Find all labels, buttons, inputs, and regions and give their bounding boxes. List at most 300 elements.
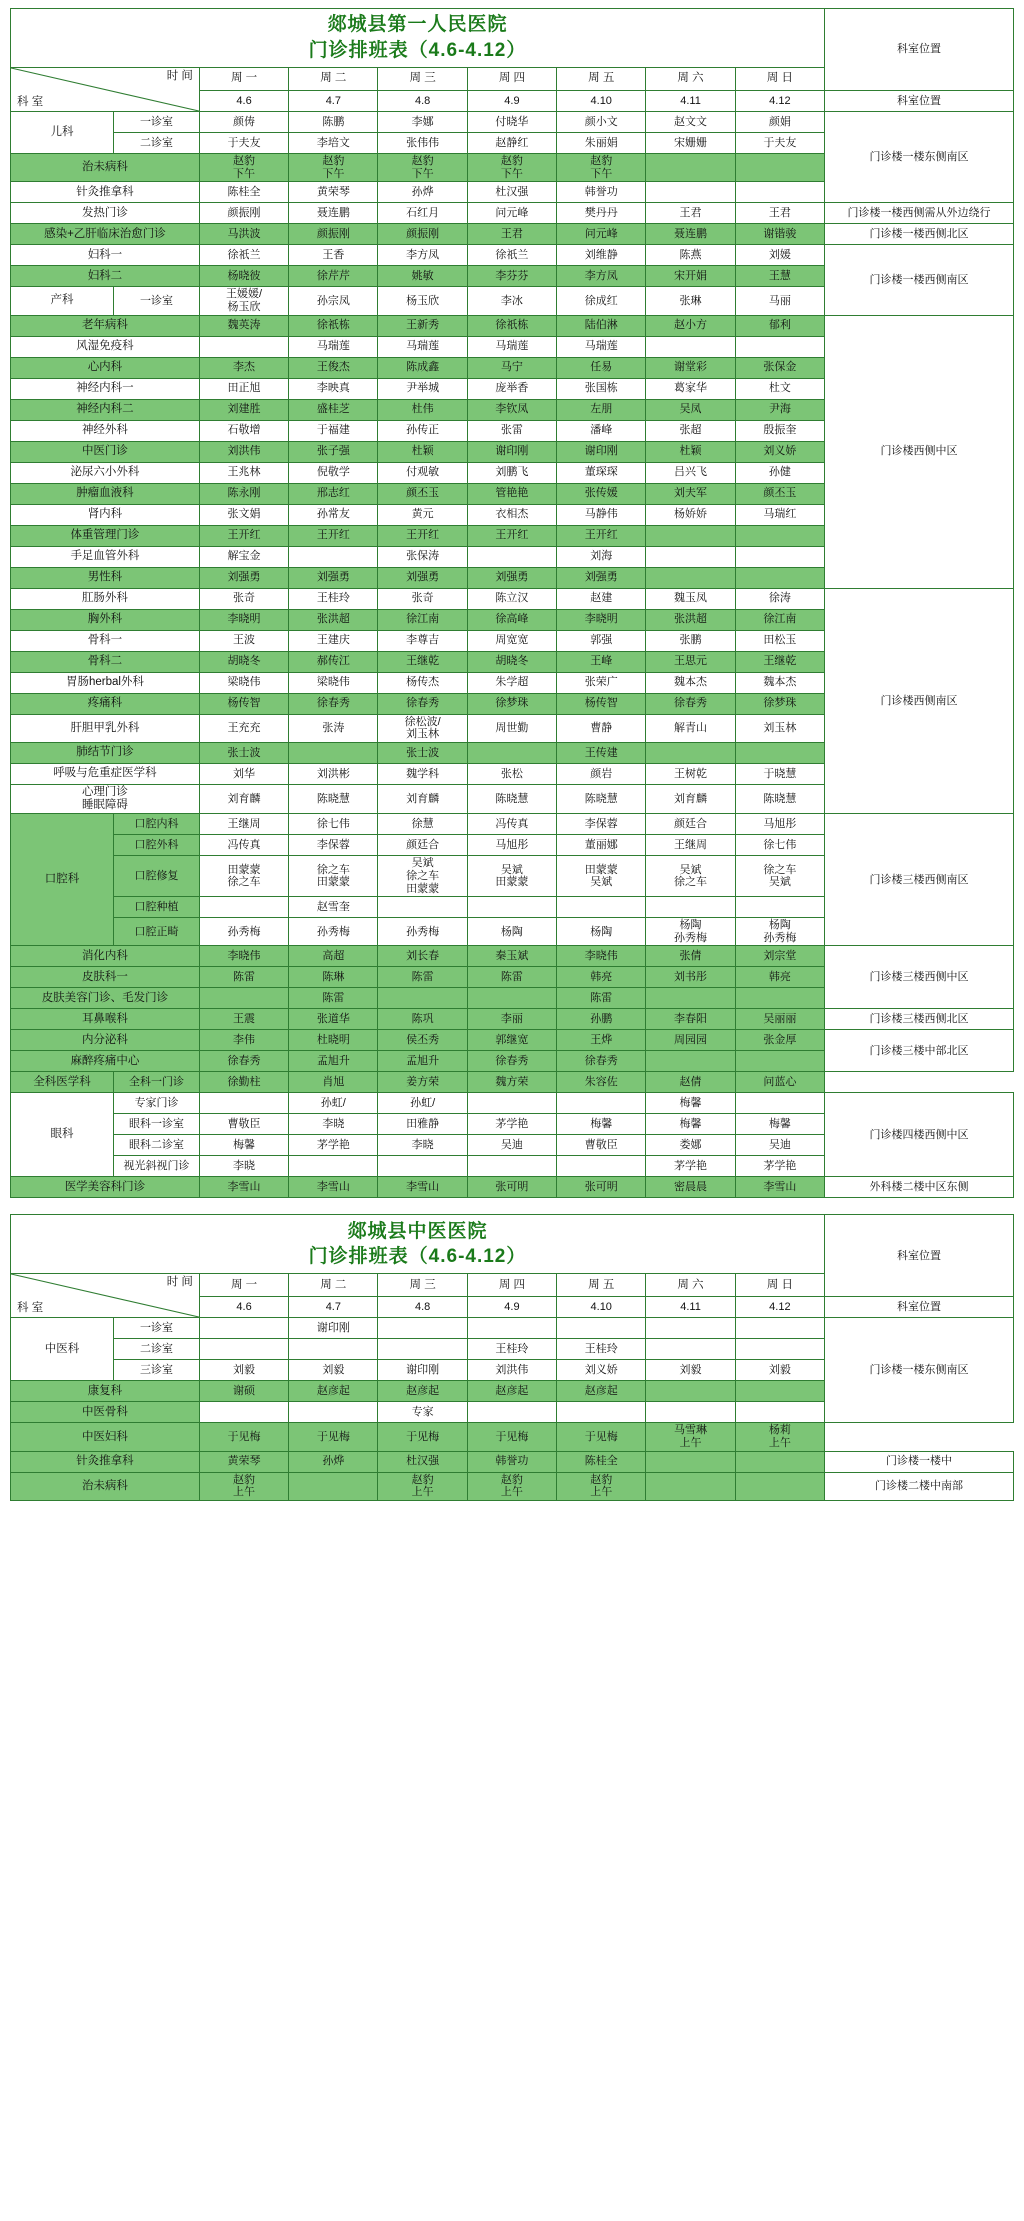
shift-cell: 王波 — [199, 630, 288, 651]
dept-name-cell: 肛肠外科 — [11, 588, 200, 609]
shift-cell: 赵彦起 — [378, 1381, 467, 1402]
shift-cell: 徐芹芹 — [289, 266, 378, 287]
shift-cell: 魏英涛 — [199, 315, 288, 336]
shift-cell: 赵倩 — [646, 1072, 735, 1093]
date-header-5: 4.11 — [646, 91, 735, 112]
shift-cell: 颜小文 — [557, 112, 646, 133]
shift-cell — [378, 897, 467, 918]
shift-cell: 王树乾 — [646, 763, 735, 784]
shift-cell: 尹海 — [735, 399, 824, 420]
shift-cell: 孙虹/ — [289, 1093, 378, 1114]
dept-room-cell: 口腔修复 — [114, 856, 200, 897]
shift-cell: 冯传真 — [467, 814, 556, 835]
shift-cell: 石红月 — [378, 203, 467, 224]
date-header-2: 4.8 — [378, 91, 467, 112]
shift-cell: 于见梅 — [289, 1423, 378, 1451]
shift-cell: 杜晓明 — [289, 1030, 378, 1051]
shift-cell — [646, 1381, 735, 1402]
dept-location-cell: 外科楼二楼中区东侧 — [825, 1177, 1014, 1198]
shift-cell: 张保金 — [735, 357, 824, 378]
shift-cell: 盛桂芝 — [289, 399, 378, 420]
shift-cell: 赵彦起 — [557, 1381, 646, 1402]
shift-cell — [646, 154, 735, 182]
shift-cell: 徐成红 — [557, 287, 646, 315]
shift-cell: 于见梅 — [557, 1423, 646, 1451]
shift-cell: 姜方荣 — [378, 1072, 467, 1093]
shift-cell: 张传媛 — [557, 483, 646, 504]
shift-cell: 马瑞红 — [735, 504, 824, 525]
day2-header-3: 周 四 — [467, 1274, 556, 1297]
shift-cell — [199, 1318, 288, 1339]
day2-header-6: 周 日 — [735, 1274, 824, 1297]
shift-cell: 吴凤 — [646, 399, 735, 420]
shift-cell: 朱丽娟 — [557, 133, 646, 154]
shift-cell — [735, 1402, 824, 1423]
shift-cell: 张鹏 — [646, 630, 735, 651]
shift-cell: 殷振奎 — [735, 420, 824, 441]
dept-name-cell: 产科 — [11, 287, 114, 315]
shift-cell: 于福建 — [289, 420, 378, 441]
date2-header-6: 4.12 — [735, 1297, 824, 1318]
shift-cell — [735, 988, 824, 1009]
shift-cell — [735, 182, 824, 203]
shift-cell: 李晓伟 — [557, 946, 646, 967]
dept-name-cell: 中医门诊 — [11, 441, 200, 462]
shift-cell: 徐慧 — [378, 814, 467, 835]
shift-cell: 刘夫军 — [646, 483, 735, 504]
shift-cell: 吴丽丽 — [735, 1009, 824, 1030]
shift-cell: 陈雷 — [289, 988, 378, 1009]
shift-cell — [646, 897, 735, 918]
dept-location-cell: 门诊楼一楼西侧需从外边绕行 — [825, 203, 1014, 224]
shift-cell: 娄娜 — [646, 1135, 735, 1156]
dept-name-cell: 泌尿六小外科 — [11, 462, 200, 483]
shift-cell: 李方凤 — [378, 245, 467, 266]
shift-cell: 张可明 — [557, 1177, 646, 1198]
shift-cell: 董丽娜 — [557, 835, 646, 856]
shift-cell: 王继乾 — [735, 651, 824, 672]
shift-cell: 徐江南 — [378, 609, 467, 630]
shift-cell: 徐之车 吴斌 — [735, 856, 824, 897]
dept-location-cell: 门诊楼三楼西侧北区 — [825, 1009, 1014, 1030]
dept-room-cell: 口腔外科 — [114, 835, 200, 856]
dept-name-cell: 肺结节门诊 — [11, 742, 200, 763]
shift-cell: 邢志红 — [289, 483, 378, 504]
dept-room-cell: 全科一门诊 — [114, 1072, 200, 1093]
shift-cell: 高超 — [289, 946, 378, 967]
shift-cell: 曹敬臣 — [557, 1135, 646, 1156]
dept-room-cell: 一诊室 — [114, 112, 200, 133]
shift-cell: 张荣广 — [557, 672, 646, 693]
shift-cell: 谢印刚 — [378, 1360, 467, 1381]
shift-cell: 陈桂全 — [557, 1451, 646, 1472]
dept-room-cell: 眼科一诊室 — [114, 1114, 200, 1135]
shift-cell — [557, 1156, 646, 1177]
shift-cell: 杨传杰 — [378, 672, 467, 693]
shift-cell: 于见梅 — [467, 1423, 556, 1451]
shift-cell: 杜颖 — [378, 441, 467, 462]
shift-cell: 刘长春 — [378, 946, 467, 967]
date-header-0: 4.6 — [199, 91, 288, 112]
shift-cell — [199, 897, 288, 918]
dept-location-cell: 门诊楼三楼西侧南区 — [825, 814, 1014, 946]
shift-cell: 颜丕玉 — [735, 483, 824, 504]
shift-cell: 张奇 — [199, 588, 288, 609]
corner-header-2 — [11, 1274, 200, 1318]
shift-cell: 李晓明 — [199, 609, 288, 630]
shift-cell: 孙秀梅 — [289, 918, 378, 946]
shift-cell: 吴迪 — [467, 1135, 556, 1156]
shift-cell — [646, 336, 735, 357]
shift-cell: 谢锴骏 — [735, 224, 824, 245]
shift-cell: 刘洪彬 — [289, 763, 378, 784]
shift-cell: 倪敬学 — [289, 462, 378, 483]
dept-name-cell: 心内科 — [11, 357, 200, 378]
shift-cell — [646, 1472, 735, 1500]
shift-cell: 侯丕秀 — [378, 1030, 467, 1051]
table-row — [11, 224, 1014, 245]
shift-cell: 任易 — [557, 357, 646, 378]
shift-cell — [735, 1472, 824, 1500]
shift-cell: 左朋 — [557, 399, 646, 420]
shift-cell: 杨传智 — [199, 693, 288, 714]
dept-name-cell: 皮肤美容门诊、毛发门诊 — [11, 988, 200, 1009]
shift-cell: 黄元 — [378, 504, 467, 525]
shift-cell: 徐七伟 — [289, 814, 378, 835]
dept-room-cell: 三诊室 — [114, 1360, 200, 1381]
shift-cell — [735, 1051, 824, 1072]
shift-cell: 马瑞莲 — [289, 336, 378, 357]
shift-cell: 于晓慧 — [735, 763, 824, 784]
dept-room-cell: 专家门诊 — [114, 1093, 200, 1114]
shift-cell: 赵文文 — [646, 112, 735, 133]
shift-cell: 徐勤柱 — [199, 1072, 288, 1093]
shift-cell: 孙秀梅 — [378, 918, 467, 946]
shift-cell: 陈立汉 — [467, 588, 556, 609]
dept-location-cell: 门诊楼西侧中区 — [825, 315, 1014, 588]
shift-cell — [199, 336, 288, 357]
shift-cell: 魏学科 — [378, 763, 467, 784]
shift-cell: 徐之车 田蒙蒙 — [289, 856, 378, 897]
shift-cell: 王建庆 — [289, 630, 378, 651]
shift-cell: 李保蓉 — [557, 814, 646, 835]
shift-cell: 赵豹 下午 — [289, 154, 378, 182]
shift-cell: 杨陶 孙秀梅 — [646, 918, 735, 946]
shift-cell: 陈雷 — [378, 967, 467, 988]
shift-cell: 孙虹/ — [378, 1093, 467, 1114]
shift-cell — [467, 1093, 556, 1114]
table-row — [11, 1072, 1014, 1093]
date2-header-0: 4.6 — [199, 1297, 288, 1318]
shift-cell: 密晨晨 — [646, 1177, 735, 1198]
shift-cell: 刘强勇 — [289, 567, 378, 588]
shift-cell: 王充充 — [199, 714, 288, 742]
dept-name-cell: 消化内科 — [11, 946, 200, 967]
shift-cell — [557, 1093, 646, 1114]
shift-cell: 李晓 — [289, 1114, 378, 1135]
shift-cell: 魏玉凤 — [646, 588, 735, 609]
dept-name-cell: 肝胆甲乳外科 — [11, 714, 200, 742]
shift-cell: 张士波 — [199, 742, 288, 763]
table-row — [11, 946, 1014, 967]
shift-cell: 李雪山 — [199, 1177, 288, 1198]
shift-cell: 徐祇栋 — [467, 315, 556, 336]
shift-cell: 吴斌 田蒙蒙 — [467, 856, 556, 897]
day-header-2: 周 三 — [378, 68, 467, 91]
shift-cell — [646, 182, 735, 203]
dept-name-cell: 神经内科二 — [11, 399, 200, 420]
shift-cell: 赵豹 下午 — [557, 154, 646, 182]
shift-cell — [735, 897, 824, 918]
dept-name-cell: 风湿免疫科 — [11, 336, 200, 357]
shift-cell: 颜丕玉 — [378, 483, 467, 504]
shift-cell: 王桂玲 — [289, 588, 378, 609]
shift-cell — [557, 1402, 646, 1423]
shift-cell: 茅学艳 — [735, 1156, 824, 1177]
day-header-4: 周 五 — [557, 68, 646, 91]
shift-cell: 赵豹 上午 — [378, 1472, 467, 1500]
dept-name-cell: 中医妇科 — [11, 1423, 200, 1451]
shift-cell: 张涛 — [289, 714, 378, 742]
shift-cell: 刘育麟 — [646, 784, 735, 813]
dept-name-cell: 全科医学科 — [11, 1072, 114, 1093]
dept-name-cell: 骨科二 — [11, 651, 200, 672]
shift-cell: 周世勤 — [467, 714, 556, 742]
day-header-5: 周 六 — [646, 68, 735, 91]
shift-cell: 杨陶 — [557, 918, 646, 946]
shift-cell: 问元峰 — [467, 203, 556, 224]
shift-cell: 刘毅 — [646, 1360, 735, 1381]
shift-cell: 陈雷 — [467, 967, 556, 988]
shift-cell: 张雷 — [467, 420, 556, 441]
shift-cell: 刘毅 — [735, 1360, 824, 1381]
dept-name-cell: 发热门诊 — [11, 203, 200, 224]
dept-name-cell: 中医科 — [11, 1318, 114, 1381]
shift-cell — [467, 988, 556, 1009]
table-row — [11, 112, 1014, 133]
shift-cell: 石敬增 — [199, 420, 288, 441]
shift-cell: 陈晓慧 — [735, 784, 824, 813]
date2-header-5: 4.11 — [646, 1297, 735, 1318]
shift-cell: 冯传真 — [199, 835, 288, 856]
shift-cell: 马瑞莲 — [467, 336, 556, 357]
shift-cell — [378, 1339, 467, 1360]
shift-cell: 徐春秀 — [646, 693, 735, 714]
table-row — [11, 1177, 1014, 1198]
shift-cell: 徐祇兰 — [467, 245, 556, 266]
shift-cell: 杜文 — [735, 378, 824, 399]
shift-cell: 茅学艳 — [289, 1135, 378, 1156]
shift-cell: 杨陶 — [467, 918, 556, 946]
shift-cell: 杨娇娇 — [646, 504, 735, 525]
dept-room-cell: 口腔种植 — [114, 897, 200, 918]
shift-cell: 徐祇兰 — [199, 245, 288, 266]
shift-cell: 马丽 — [735, 287, 824, 315]
dept-location-cell: 门诊楼三楼中部北区 — [825, 1030, 1014, 1072]
shift-cell — [467, 546, 556, 567]
dept-name-cell: 肾内科 — [11, 504, 200, 525]
day-header-6: 周 日 — [735, 68, 824, 91]
shift-cell: 魏本杰 — [646, 672, 735, 693]
shift-cell: 张琳 — [646, 287, 735, 315]
table-row — [11, 1472, 1014, 1500]
shift-cell: 徐高峰 — [467, 609, 556, 630]
shift-cell: 马静伟 — [557, 504, 646, 525]
shift-cell: 陈桂全 — [199, 182, 288, 203]
dept-location-cell: 门诊楼四楼西侧中区 — [825, 1093, 1014, 1177]
dept-name-cell: 麻醉疼痛中心 — [11, 1051, 200, 1072]
shift-cell: 赵豹 下午 — [199, 154, 288, 182]
shift-cell: 梁晓伟 — [199, 672, 288, 693]
shift-cell: 曹敬臣 — [199, 1114, 288, 1135]
dept-location-cell: 门诊楼一楼东侧南区 — [825, 112, 1014, 203]
dept-room-cell: 口腔内科 — [114, 814, 200, 835]
shift-cell: 王继周 — [646, 835, 735, 856]
shift-cell: 李保蓉 — [289, 835, 378, 856]
shift-cell: 孙健 — [735, 462, 824, 483]
shift-cell: 樊丹丹 — [557, 203, 646, 224]
dept-name-cell: 感染+乙肝临床治愈门诊 — [11, 224, 200, 245]
dept-name-cell: 内分泌科 — [11, 1030, 200, 1051]
shift-cell: 郭强 — [557, 630, 646, 651]
shift-cell: 陈雷 — [199, 967, 288, 988]
shift-cell: 张文娟 — [199, 504, 288, 525]
shift-cell: 秦玉斌 — [467, 946, 556, 967]
shift-cell: 潘峰 — [557, 420, 646, 441]
shift-cell: 陈鹏 — [289, 112, 378, 133]
shift-cell: 刘育麟 — [199, 784, 288, 813]
shift-cell: 李芬芬 — [467, 266, 556, 287]
shift-cell: 颜廷合 — [378, 835, 467, 856]
dept-name-cell: 治未病科 — [11, 1472, 200, 1500]
dept-name-cell: 肿瘤血液科 — [11, 483, 200, 504]
dept-name-cell: 儿科 — [11, 112, 114, 154]
shift-cell: 李雪山 — [735, 1177, 824, 1198]
shift-cell: 张保涛 — [378, 546, 467, 567]
location-header-h2: 科室位置 — [825, 1215, 1014, 1297]
title-row — [11, 9, 1014, 68]
shift-cell: 谢印刚 — [467, 441, 556, 462]
shift-cell: 韩亮 — [557, 967, 646, 988]
shift-cell: 王俊杰 — [289, 357, 378, 378]
shift-cell: 刘强勇 — [467, 567, 556, 588]
shift-cell: 孙宗凤 — [289, 287, 378, 315]
shift-cell: 李晓 — [378, 1135, 467, 1156]
shift-cell — [557, 897, 646, 918]
dept-name-cell: 治未病科 — [11, 154, 200, 182]
shift-cell — [646, 525, 735, 546]
shift-cell: 孙烨 — [378, 182, 467, 203]
shift-cell: 刘书彤 — [646, 967, 735, 988]
shift-cell: 马雪琳 上午 — [646, 1423, 735, 1451]
shift-cell: 王开红 — [289, 525, 378, 546]
shift-cell: 梅馨 — [646, 1114, 735, 1135]
dept-name-cell: 口腔科 — [11, 814, 114, 946]
shift-cell: 王媛媛/ 杨玉欣 — [199, 287, 288, 315]
dept-name-cell: 皮肤科一 — [11, 967, 200, 988]
shift-cell: 魏本杰 — [735, 672, 824, 693]
shift-cell: 吴斌 徐之车 — [646, 856, 735, 897]
shift-cell: 于见梅 — [378, 1423, 467, 1451]
shift-cell: 张可明 — [467, 1177, 556, 1198]
shift-cell: 王兆林 — [199, 462, 288, 483]
shift-cell — [289, 1402, 378, 1423]
shift-cell: 宋姗姗 — [646, 133, 735, 154]
shift-cell: 李晓明 — [557, 609, 646, 630]
shift-cell: 刘洪伟 — [199, 441, 288, 462]
shift-cell: 黄荣琴 — [289, 182, 378, 203]
shift-cell: 颜振刚 — [199, 203, 288, 224]
shift-cell: 陆伯淋 — [557, 315, 646, 336]
shift-cell — [646, 988, 735, 1009]
shift-cell — [646, 1451, 735, 1472]
shift-cell: 谢堂彩 — [646, 357, 735, 378]
shift-cell — [735, 742, 824, 763]
shift-cell: 谢硕 — [199, 1381, 288, 1402]
shift-cell — [199, 1093, 288, 1114]
shift-cell: 庞举香 — [467, 378, 556, 399]
shift-cell: 问蓝心 — [735, 1072, 824, 1093]
shift-cell — [557, 1318, 646, 1339]
shift-cell: 孙常友 — [289, 504, 378, 525]
shift-cell: 王桂玲 — [467, 1339, 556, 1360]
table-row — [11, 1093, 1014, 1114]
corner-time-label-2: 时 间 — [166, 1276, 193, 1289]
shift-cell — [199, 1402, 288, 1423]
shift-cell: 李雪山 — [289, 1177, 378, 1198]
shift-cell — [467, 897, 556, 918]
shift-cell: 吴迪 — [735, 1135, 824, 1156]
date-header-6: 4.12 — [735, 91, 824, 112]
shift-cell: 刘毅 — [289, 1360, 378, 1381]
shift-cell: 张士波 — [378, 742, 467, 763]
shift-cell: 王震 — [199, 1009, 288, 1030]
shift-cell: 徐春秀 — [557, 1051, 646, 1072]
date2-header-1: 4.7 — [289, 1297, 378, 1318]
corner-time-label: 时 间 — [166, 70, 193, 82]
shift-cell — [378, 988, 467, 1009]
table-row — [11, 203, 1014, 224]
hospital2-title-line1: 郯城县中医医院 — [347, 1220, 488, 1242]
shift-cell: 王峰 — [557, 651, 646, 672]
shift-cell: 杜伟 — [378, 399, 467, 420]
location-header-h2-2: 科室位置 — [825, 1297, 1014, 1318]
shift-cell: 梅馨 — [646, 1093, 735, 1114]
date-header-4: 4.10 — [557, 91, 646, 112]
shift-cell: 王继乾 — [378, 651, 467, 672]
day2-header-5: 周 六 — [646, 1274, 735, 1297]
shift-cell: 杨玉欣 — [378, 287, 467, 315]
shift-cell: 李丽 — [467, 1009, 556, 1030]
corner-header — [11, 68, 200, 112]
shift-cell: 徐春秀 — [289, 693, 378, 714]
shift-cell: 赵豹 下午 — [467, 154, 556, 182]
shift-cell: 李培文 — [289, 133, 378, 154]
shift-cell — [735, 336, 824, 357]
shift-cell: 杜颖 — [646, 441, 735, 462]
shift-cell: 李雪山 — [378, 1177, 467, 1198]
shift-cell: 李方凤 — [557, 266, 646, 287]
shift-cell: 徐松波/ 刘玉林 — [378, 714, 467, 742]
shift-cell: 张子强 — [289, 441, 378, 462]
table-row — [11, 1451, 1014, 1472]
shift-cell: 王继周 — [199, 814, 288, 835]
shift-cell: 马旭彤 — [467, 835, 556, 856]
shift-cell: 颜娟 — [735, 112, 824, 133]
schedule-table-hospital-1 — [10, 8, 1014, 1198]
shift-cell: 刘宗堂 — [735, 946, 824, 967]
shift-cell — [735, 1381, 824, 1402]
